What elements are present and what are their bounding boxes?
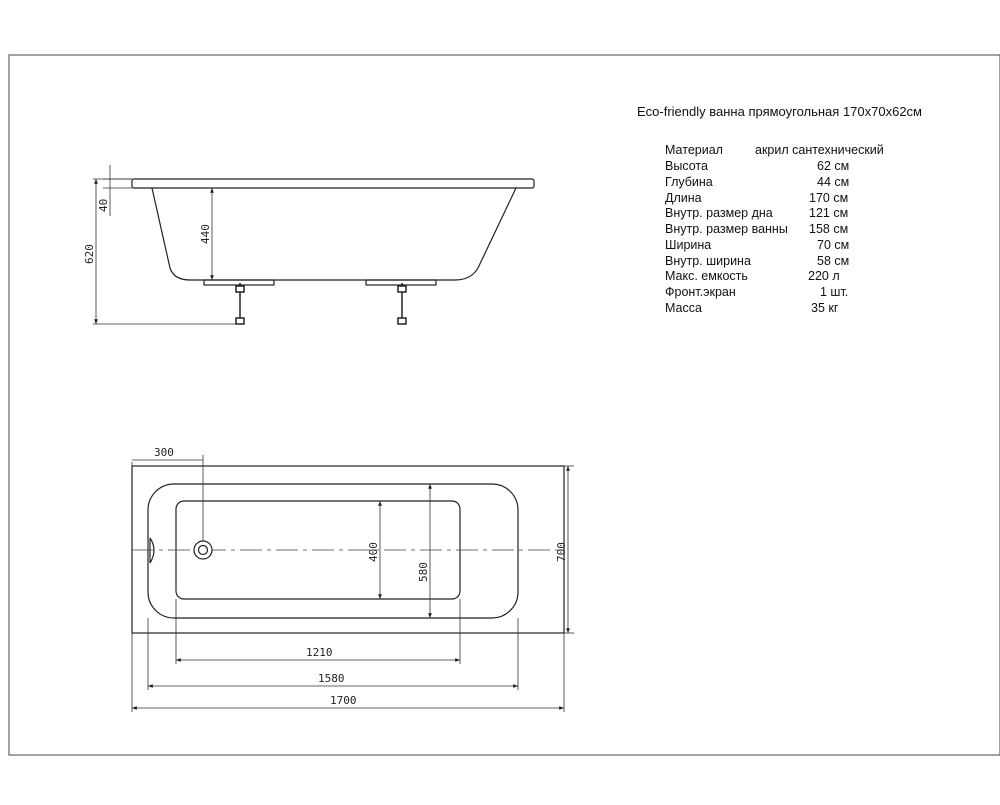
drain-inner — [199, 546, 208, 555]
drain — [194, 541, 212, 559]
spec-value: 1 шт. — [820, 285, 849, 299]
dim-length-label: 1700 — [330, 694, 357, 707]
spec-label: Фронт.экран — [665, 285, 736, 299]
bathtub-rim — [132, 179, 534, 188]
spec-label: Масса — [665, 301, 702, 315]
spec-label: Макс. емкость — [665, 269, 748, 283]
dim-drain-offset-label: 300 — [154, 446, 174, 459]
side-view — [132, 179, 534, 285]
dim-width-label: 700 — [555, 542, 568, 562]
spec-row-depth — [665, 175, 905, 191]
spec-value: 220 л — [808, 269, 840, 283]
spec-row-length — [665, 191, 905, 207]
spec-label: Внутр. размер дна — [665, 206, 773, 220]
spec-row-height — [665, 159, 905, 175]
dim-rim-label: 40 — [97, 198, 110, 212]
spec-value: акрил сантехнический — [755, 143, 884, 157]
spec-label: Материал — [665, 143, 723, 157]
spec-label: Внутр. размер ванны — [665, 222, 788, 236]
spec-row-inner-width — [665, 254, 905, 270]
overflow-outline — [150, 538, 154, 563]
spec-row-front-panel — [665, 285, 905, 301]
top-dimensions — [132, 455, 574, 712]
leg-right-nut — [398, 286, 406, 292]
leg-right-base — [398, 318, 406, 324]
spec-row-capacity — [665, 269, 905, 285]
spec-label: Внутр. ширина — [665, 254, 751, 268]
dim-inner-length-label: 1580 — [318, 672, 345, 685]
spec-row-bottom-length — [665, 206, 905, 222]
spec-value: 58 см — [817, 254, 850, 268]
spec-label: Высота — [665, 159, 708, 173]
spec-label: Ширина — [665, 238, 712, 252]
spec-value: 62 см — [817, 159, 850, 173]
spec-row-width — [665, 238, 905, 254]
leg-left-nut — [236, 286, 244, 292]
spec-row-inner-length — [665, 222, 905, 238]
dim-bottom-width-label: 400 — [367, 542, 380, 562]
spec-value: 70 см — [817, 238, 850, 252]
dim-height-label: 620 — [83, 244, 96, 264]
spec-row-material — [665, 143, 905, 159]
foot-plate-left — [204, 280, 274, 285]
leg-left-base — [236, 318, 244, 324]
side-dimensions — [93, 165, 240, 324]
spec-label: Глубина — [665, 175, 713, 189]
spec-value: 44 см — [817, 175, 850, 189]
spec-label: Длина — [665, 191, 702, 205]
spec-value: 35 кг — [811, 301, 839, 315]
product-title: Eco-friendly ванна прямоугольная 170х70х62см — [637, 104, 922, 119]
spec-value: 158 см — [809, 222, 849, 236]
dim-inner-width-label: 580 — [417, 562, 430, 582]
foot-plate-right — [366, 280, 436, 285]
spec-value: 170 см — [809, 191, 849, 205]
spec-row-weight — [665, 301, 905, 317]
bathtub-legs — [236, 283, 406, 324]
spec-value: 121 см — [809, 206, 849, 220]
dim-bottom-length-label: 1210 — [306, 646, 333, 659]
dim-depth-label: 440 — [199, 224, 212, 244]
